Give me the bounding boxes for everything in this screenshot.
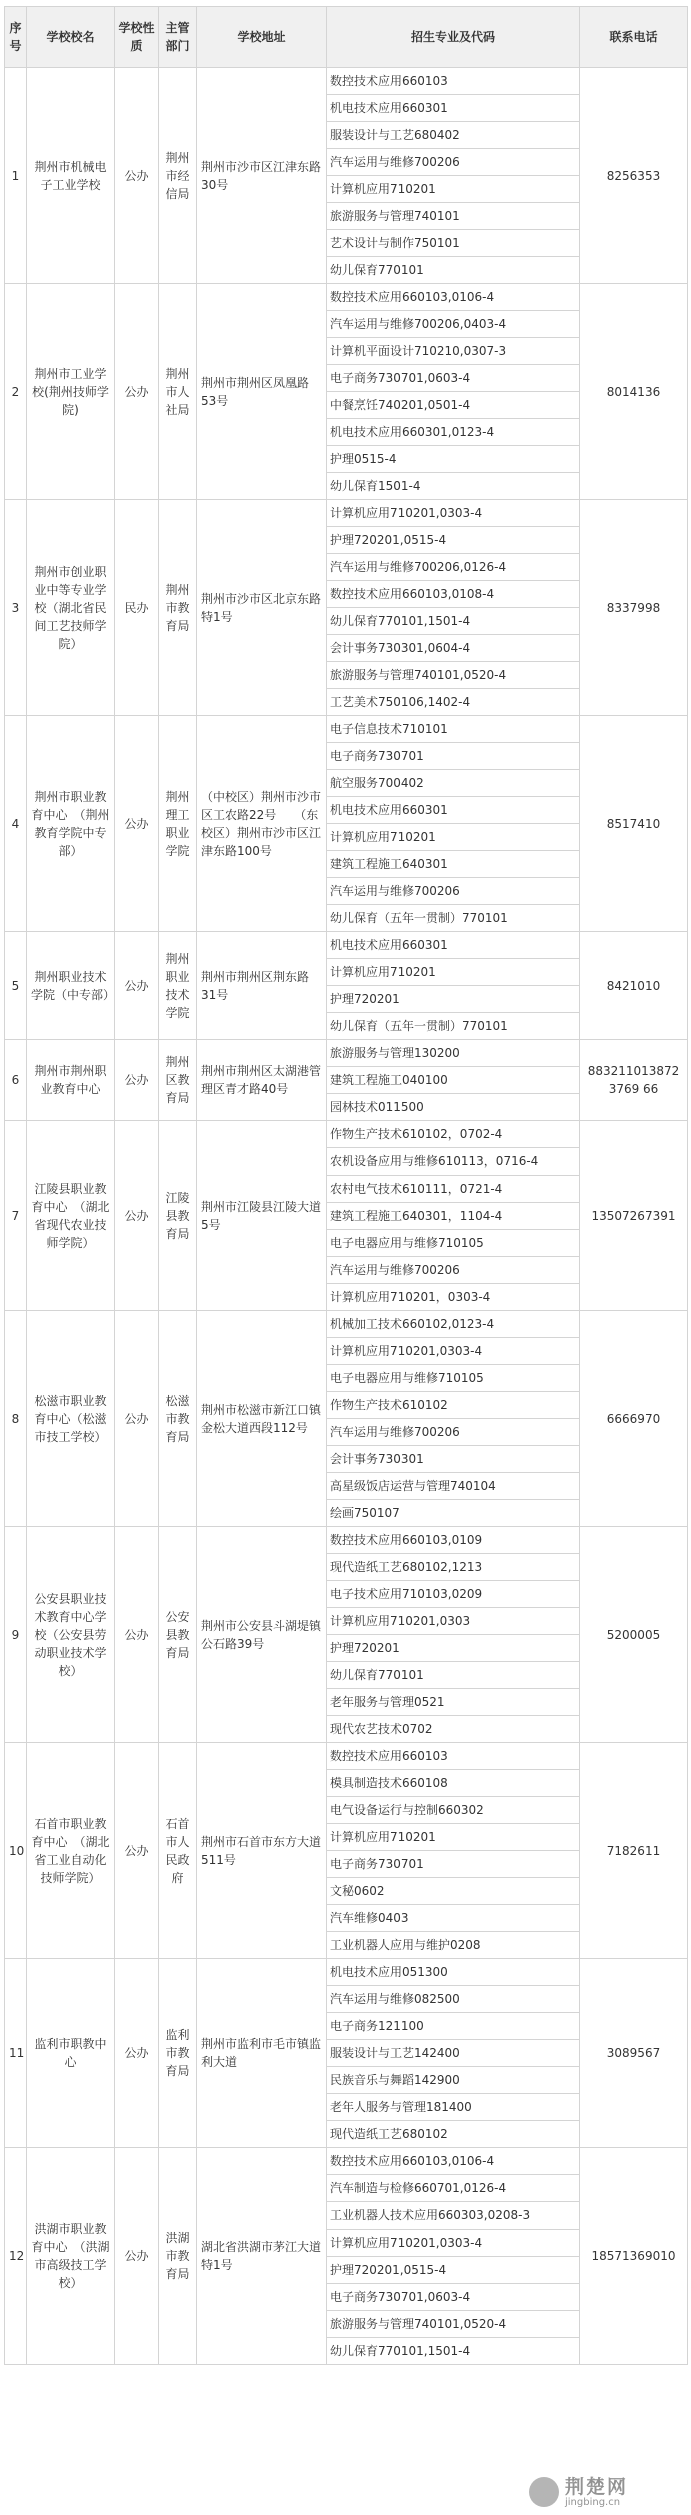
school-nature: 公办 — [115, 1040, 159, 1121]
majors-cell — [327, 716, 580, 932]
row-number: 7 — [5, 1121, 27, 1311]
major-item: 幼儿保育1501-4 — [330, 479, 421, 493]
school-address: 荆州市荆州区太湖港管理区青才路40号 — [197, 1040, 327, 1121]
row-number: 1 — [5, 68, 27, 284]
majors-cell — [327, 932, 580, 1040]
header-cell: 主管部门 — [159, 7, 197, 68]
major-item: 民族音乐与舞蹈142900 — [327, 2067, 579, 2094]
major-item: 现代造纸工艺680102,1213 — [327, 1554, 579, 1581]
school-department: 洪湖市教育局 — [159, 2148, 197, 2365]
table-row — [5, 68, 688, 284]
school-table — [4, 6, 688, 2365]
table-row — [5, 1743, 688, 1959]
majors-cell — [327, 2148, 580, 2365]
major-item: 电子商务730701,0603-4 — [327, 365, 579, 392]
major-item: 机电技术应用660301,0123-4 — [327, 419, 579, 446]
school-name: 监利市职教中心 — [27, 1959, 115, 2148]
major-item: 作物生产技术610102，0702-4 — [327, 1121, 579, 1148]
school-department: 公安县教育局 — [159, 1527, 197, 1743]
contact-phone: 5200005 — [580, 1527, 688, 1743]
school-name: 荆州市创业职业中等专业学校（湖北省民间工艺技师学院） — [27, 500, 115, 716]
table-header-row — [5, 7, 688, 68]
school-name: 松滋市职业教育中心（松滋市技工学校） — [27, 1311, 115, 1527]
major-item: 文秘0602 — [327, 1878, 579, 1905]
contact-phone: 8014136 — [580, 284, 688, 500]
majors-cell — [327, 1040, 580, 1121]
major-item: 汽车运用与维修082500 — [327, 1986, 579, 2013]
row-number: 3 — [5, 500, 27, 716]
jingchu-logo-icon — [529, 2477, 559, 2507]
school-address: 湖北省洪湖市茅江大道特1号 — [197, 2148, 327, 2365]
contact-phone: 8337998 — [580, 500, 688, 716]
school-department: 石首市人民政府 — [159, 1743, 197, 1959]
major-item: 电子信息技术710101 — [327, 716, 579, 743]
majors-cell — [327, 1959, 580, 2148]
major-item: 数控技术应用660103,0106-4 — [327, 284, 579, 311]
major-item: 计算机应用710201,0303-4 — [327, 2230, 579, 2257]
school-address: 荆州市公安县斗湖堤镇公石路39号 — [197, 1527, 327, 1743]
school-name: 荆州市荆州职业教育中心 — [27, 1040, 115, 1121]
row-number: 5 — [5, 932, 27, 1040]
watermark-name: 荆楚网 — [565, 2475, 629, 2498]
major-item: 园林技术011500 — [330, 1100, 424, 1114]
major-item: 机电技术应用660301 — [327, 797, 579, 824]
major-item: 建筑工程施工640301，1104-4 — [327, 1203, 579, 1230]
school-nature: 公办 — [115, 1743, 159, 1959]
header-cell: 学校性质 — [115, 7, 159, 68]
header-cell: 序号 — [5, 7, 27, 68]
majors-cell — [327, 1743, 580, 1959]
major-item: 幼儿保育770101,1501-4 — [327, 608, 579, 635]
school-address: 荆州市江陵县江陵大道5号 — [197, 1121, 327, 1311]
major-item: 机电技术应用660301 — [327, 932, 579, 959]
major-item: 汽车运用与维修700206 — [327, 149, 579, 176]
major-item: 航空服务700402 — [327, 770, 579, 797]
major-item: 计算机应用710201,0303-4 — [327, 1338, 579, 1365]
school-department: 松滋市教育局 — [159, 1311, 197, 1527]
major-item: 数控技术应用660103 — [327, 1743, 579, 1770]
row-number: 9 — [5, 1527, 27, 1743]
major-item: 建筑工程施工040100 — [327, 1067, 579, 1094]
row-number: 12 — [5, 2148, 27, 2365]
row-number: 8 — [5, 1311, 27, 1527]
major-item: 护理720201,0515-4 — [327, 2257, 579, 2284]
table-row — [5, 1527, 688, 1743]
school-nature: 公办 — [115, 932, 159, 1040]
header-cell: 招生专业及代码 — [327, 7, 580, 68]
major-item: 汽车制造与检修660701,0126-4 — [327, 2175, 579, 2202]
table-row — [5, 284, 688, 500]
school-department: 荆州市经信局 — [159, 68, 197, 284]
major-item: 计算机应用710201,0303-4 — [327, 500, 579, 527]
table-row — [5, 932, 688, 1040]
major-item: 电气设备运行与控制660302 — [327, 1797, 579, 1824]
school-name: 荆州市工业学校(荆州技师学院) — [27, 284, 115, 500]
major-item: 电子商务730701 — [327, 743, 579, 770]
school-address: 荆州市石首市东方大道511号 — [197, 1743, 327, 1959]
major-item: 电子技术应用710103,0209 — [327, 1581, 579, 1608]
major-item: 电子商务730701,0603-4 — [327, 2284, 579, 2311]
table-row — [5, 1121, 688, 1311]
major-item: 模具制造技术660108 — [327, 1770, 579, 1797]
major-item: 数控技术应用660103,0106-4 — [327, 2148, 579, 2175]
school-department: 江陵县教育局 — [159, 1121, 197, 1311]
major-item: 高星级饭店运营与管理740104 — [327, 1473, 579, 1500]
school-nature: 公办 — [115, 284, 159, 500]
major-item: 护理720201,0515-4 — [327, 527, 579, 554]
major-item: 汽车运用与维修700206 — [327, 878, 579, 905]
major-item: 护理720201 — [327, 986, 579, 1013]
watermark — [529, 2475, 679, 2509]
major-item: 工业机器人应用与维护0208 — [330, 1938, 481, 1952]
major-item: 计算机平面设计710210,0307-3 — [327, 338, 579, 365]
major-item: 幼儿保育（五年一贯制）770101 — [330, 911, 508, 925]
major-item: 数控技术应用660103,0108-4 — [327, 581, 579, 608]
majors-cell — [327, 68, 580, 284]
school-department: 荆州区教育局 — [159, 1040, 197, 1121]
major-item: 中餐烹饪740201,0501-4 — [327, 392, 579, 419]
school-department: 荆州职业技术学院 — [159, 932, 197, 1040]
school-department: 荆州理工职业学院 — [159, 716, 197, 932]
school-name: 公安县职业技术教育中心学校（公安县劳动职业技术学校） — [27, 1527, 115, 1743]
school-nature: 公办 — [115, 716, 159, 932]
school-nature: 公办 — [115, 1121, 159, 1311]
school-name: 荆州市机械电子工业学校 — [27, 68, 115, 284]
table-row — [5, 716, 688, 932]
table-row — [5, 1311, 688, 1527]
school-name: 洪湖市职业教育中心 （洪湖市高级技工学校） — [27, 2148, 115, 2365]
major-item: 电子电器应用与维修710105 — [327, 1230, 579, 1257]
contact-phone: 13507267391 — [580, 1121, 688, 1311]
major-item: 机械加工技术660102,0123-4 — [327, 1311, 579, 1338]
school-name: 荆州职业技术学院（中专部） — [27, 932, 115, 1040]
school-nature: 公办 — [115, 2148, 159, 2365]
major-item: 汽车运用与维修700206 — [327, 1257, 579, 1284]
major-item: 旅游服务与管理740101,0520-4 — [327, 662, 579, 689]
major-item: 工艺美术750106,1402-4 — [330, 695, 471, 709]
row-number: 11 — [5, 1959, 27, 2148]
major-item: 幼儿保育770101,1501-4 — [330, 2344, 471, 2358]
major-item: 农机设备应用与维修610113，0716-4 — [327, 1148, 579, 1176]
major-item: 电子商务121100 — [327, 2013, 579, 2040]
row-number: 10 — [5, 1743, 27, 1959]
header-cell: 联系电话 — [580, 7, 688, 68]
header-cell: 学校地址 — [197, 7, 327, 68]
major-item: 汽车运用与维修700206 — [327, 1419, 579, 1446]
table-row — [5, 500, 688, 716]
majors-cell — [327, 1121, 580, 1311]
major-item: 数控技术应用660103 — [327, 68, 579, 95]
table-row — [5, 1959, 688, 2148]
major-item: 幼儿保育770101 — [330, 263, 424, 277]
school-department: 监利市教育局 — [159, 1959, 197, 2148]
contact-phone: 8421010 — [580, 932, 688, 1040]
major-item: 计算机应用710201,0303 — [327, 1608, 579, 1635]
row-number: 4 — [5, 716, 27, 932]
major-item: 电子电器应用与维修710105 — [327, 1365, 579, 1392]
major-item: 服装设计与工艺142400 — [327, 2040, 579, 2067]
contact-phone: 18571369010 — [580, 2148, 688, 2365]
major-item: 幼儿保育770101 — [327, 1662, 579, 1689]
major-item: 护理0515-4 — [327, 446, 579, 473]
school-department: 荆州市人社局 — [159, 284, 197, 500]
school-nature: 公办 — [115, 1311, 159, 1527]
contact-phone: 6666970 — [580, 1311, 688, 1527]
major-item: 农村电气技术610111，0721-4 — [327, 1176, 579, 1203]
majors-cell — [327, 284, 580, 500]
major-item: 护理720201 — [327, 1635, 579, 1662]
contact-phone: 8517410 — [580, 716, 688, 932]
contact-phone: 8832110138723769 66 — [580, 1040, 688, 1121]
major-item: 工业机器人技术应用660303,0208-3 — [327, 2202, 579, 2230]
major-item: 机电技术应用660301 — [327, 95, 579, 122]
major-item: 计算机应用710201 — [327, 176, 579, 203]
major-item: 老年服务与管理0521 — [327, 1689, 579, 1716]
school-address: 荆州市沙市区江津东路30号 — [197, 68, 327, 284]
major-item: 旅游服务与管理740101 — [327, 203, 579, 230]
major-item: 汽车运用与维修700206,0403-4 — [327, 311, 579, 338]
major-item: 计算机应用710201，0303-4 — [330, 1290, 491, 1304]
header-cell: 学校校名 — [27, 7, 115, 68]
major-item: 旅游服务与管理740101,0520-4 — [327, 2311, 579, 2338]
school-name: 石首市职业教育中心 （湖北省工业自动化技师学院） — [27, 1743, 115, 1959]
school-nature: 民办 — [115, 500, 159, 716]
major-item: 建筑工程施工640301 — [327, 851, 579, 878]
major-item: 计算机应用710201 — [327, 824, 579, 851]
major-item: 汽车运用与维修700206,0126-4 — [327, 554, 579, 581]
major-item: 数控技术应用660103,0109 — [327, 1527, 579, 1554]
contact-phone: 3089567 — [580, 1959, 688, 2148]
major-item: 幼儿保育（五年一贯制）770101 — [330, 1019, 508, 1033]
major-item: 计算机应用710201 — [327, 959, 579, 986]
school-address: 荆州市荆州区荆东路31号 — [197, 932, 327, 1040]
major-item: 会计事务730301,0604-4 — [327, 635, 579, 662]
school-name: 荆州市职业教育中心 （荆州教育学院中专部） — [27, 716, 115, 932]
major-item: 服装设计与工艺680402 — [327, 122, 579, 149]
major-item: 艺术设计与制作750101 — [327, 230, 579, 257]
major-item: 现代农艺技术0702 — [330, 1722, 433, 1736]
school-name: 江陵县职业教育中心 （湖北省现代农业技师学院） — [27, 1121, 115, 1311]
majors-cell — [327, 1527, 580, 1743]
major-item: 会计事务730301 — [327, 1446, 579, 1473]
contact-phone: 7182611 — [580, 1743, 688, 1959]
major-item: 汽车维修0403 — [327, 1905, 579, 1932]
majors-cell — [327, 500, 580, 716]
school-department: 荆州市教育局 — [159, 500, 197, 716]
table-row — [5, 1040, 688, 1121]
major-item: 老年人服务与管理181400 — [327, 2094, 579, 2121]
major-item: 作物生产技术610102 — [327, 1392, 579, 1419]
major-item: 电子商务730701 — [327, 1851, 579, 1878]
contact-phone: 8256353 — [580, 68, 688, 284]
school-nature: 公办 — [115, 68, 159, 284]
majors-cell — [327, 1311, 580, 1527]
school-address: 荆州市沙市区北京东路特1号 — [197, 500, 327, 716]
school-address: （中校区）荆州市沙市区工农路22号 （东校区）荆州市沙市区江津东路100号 — [197, 716, 327, 932]
row-number: 2 — [5, 284, 27, 500]
school-address: 荆州市监利市毛市镇监利大道 — [197, 1959, 327, 2148]
school-address: 荆州市松滋市新江口镇金松大道西段112号 — [197, 1311, 327, 1527]
major-item: 计算机应用710201 — [327, 1824, 579, 1851]
table-body — [5, 68, 688, 2365]
school-nature: 公办 — [115, 1527, 159, 1743]
watermark-text — [565, 2477, 628, 2508]
major-item: 现代造纸工艺680102 — [330, 2127, 448, 2141]
major-item: 绘画750107 — [330, 1506, 400, 1520]
major-item: 旅游服务与管理130200 — [327, 1040, 579, 1067]
school-nature: 公办 — [115, 1959, 159, 2148]
watermark-url: jingbing.cn — [565, 2496, 621, 2508]
school-address: 荆州市荆州区凤凰路53号 — [197, 284, 327, 500]
table-row — [5, 2148, 688, 2365]
major-item: 机电技术应用051300 — [327, 1959, 579, 1986]
row-number: 6 — [5, 1040, 27, 1121]
